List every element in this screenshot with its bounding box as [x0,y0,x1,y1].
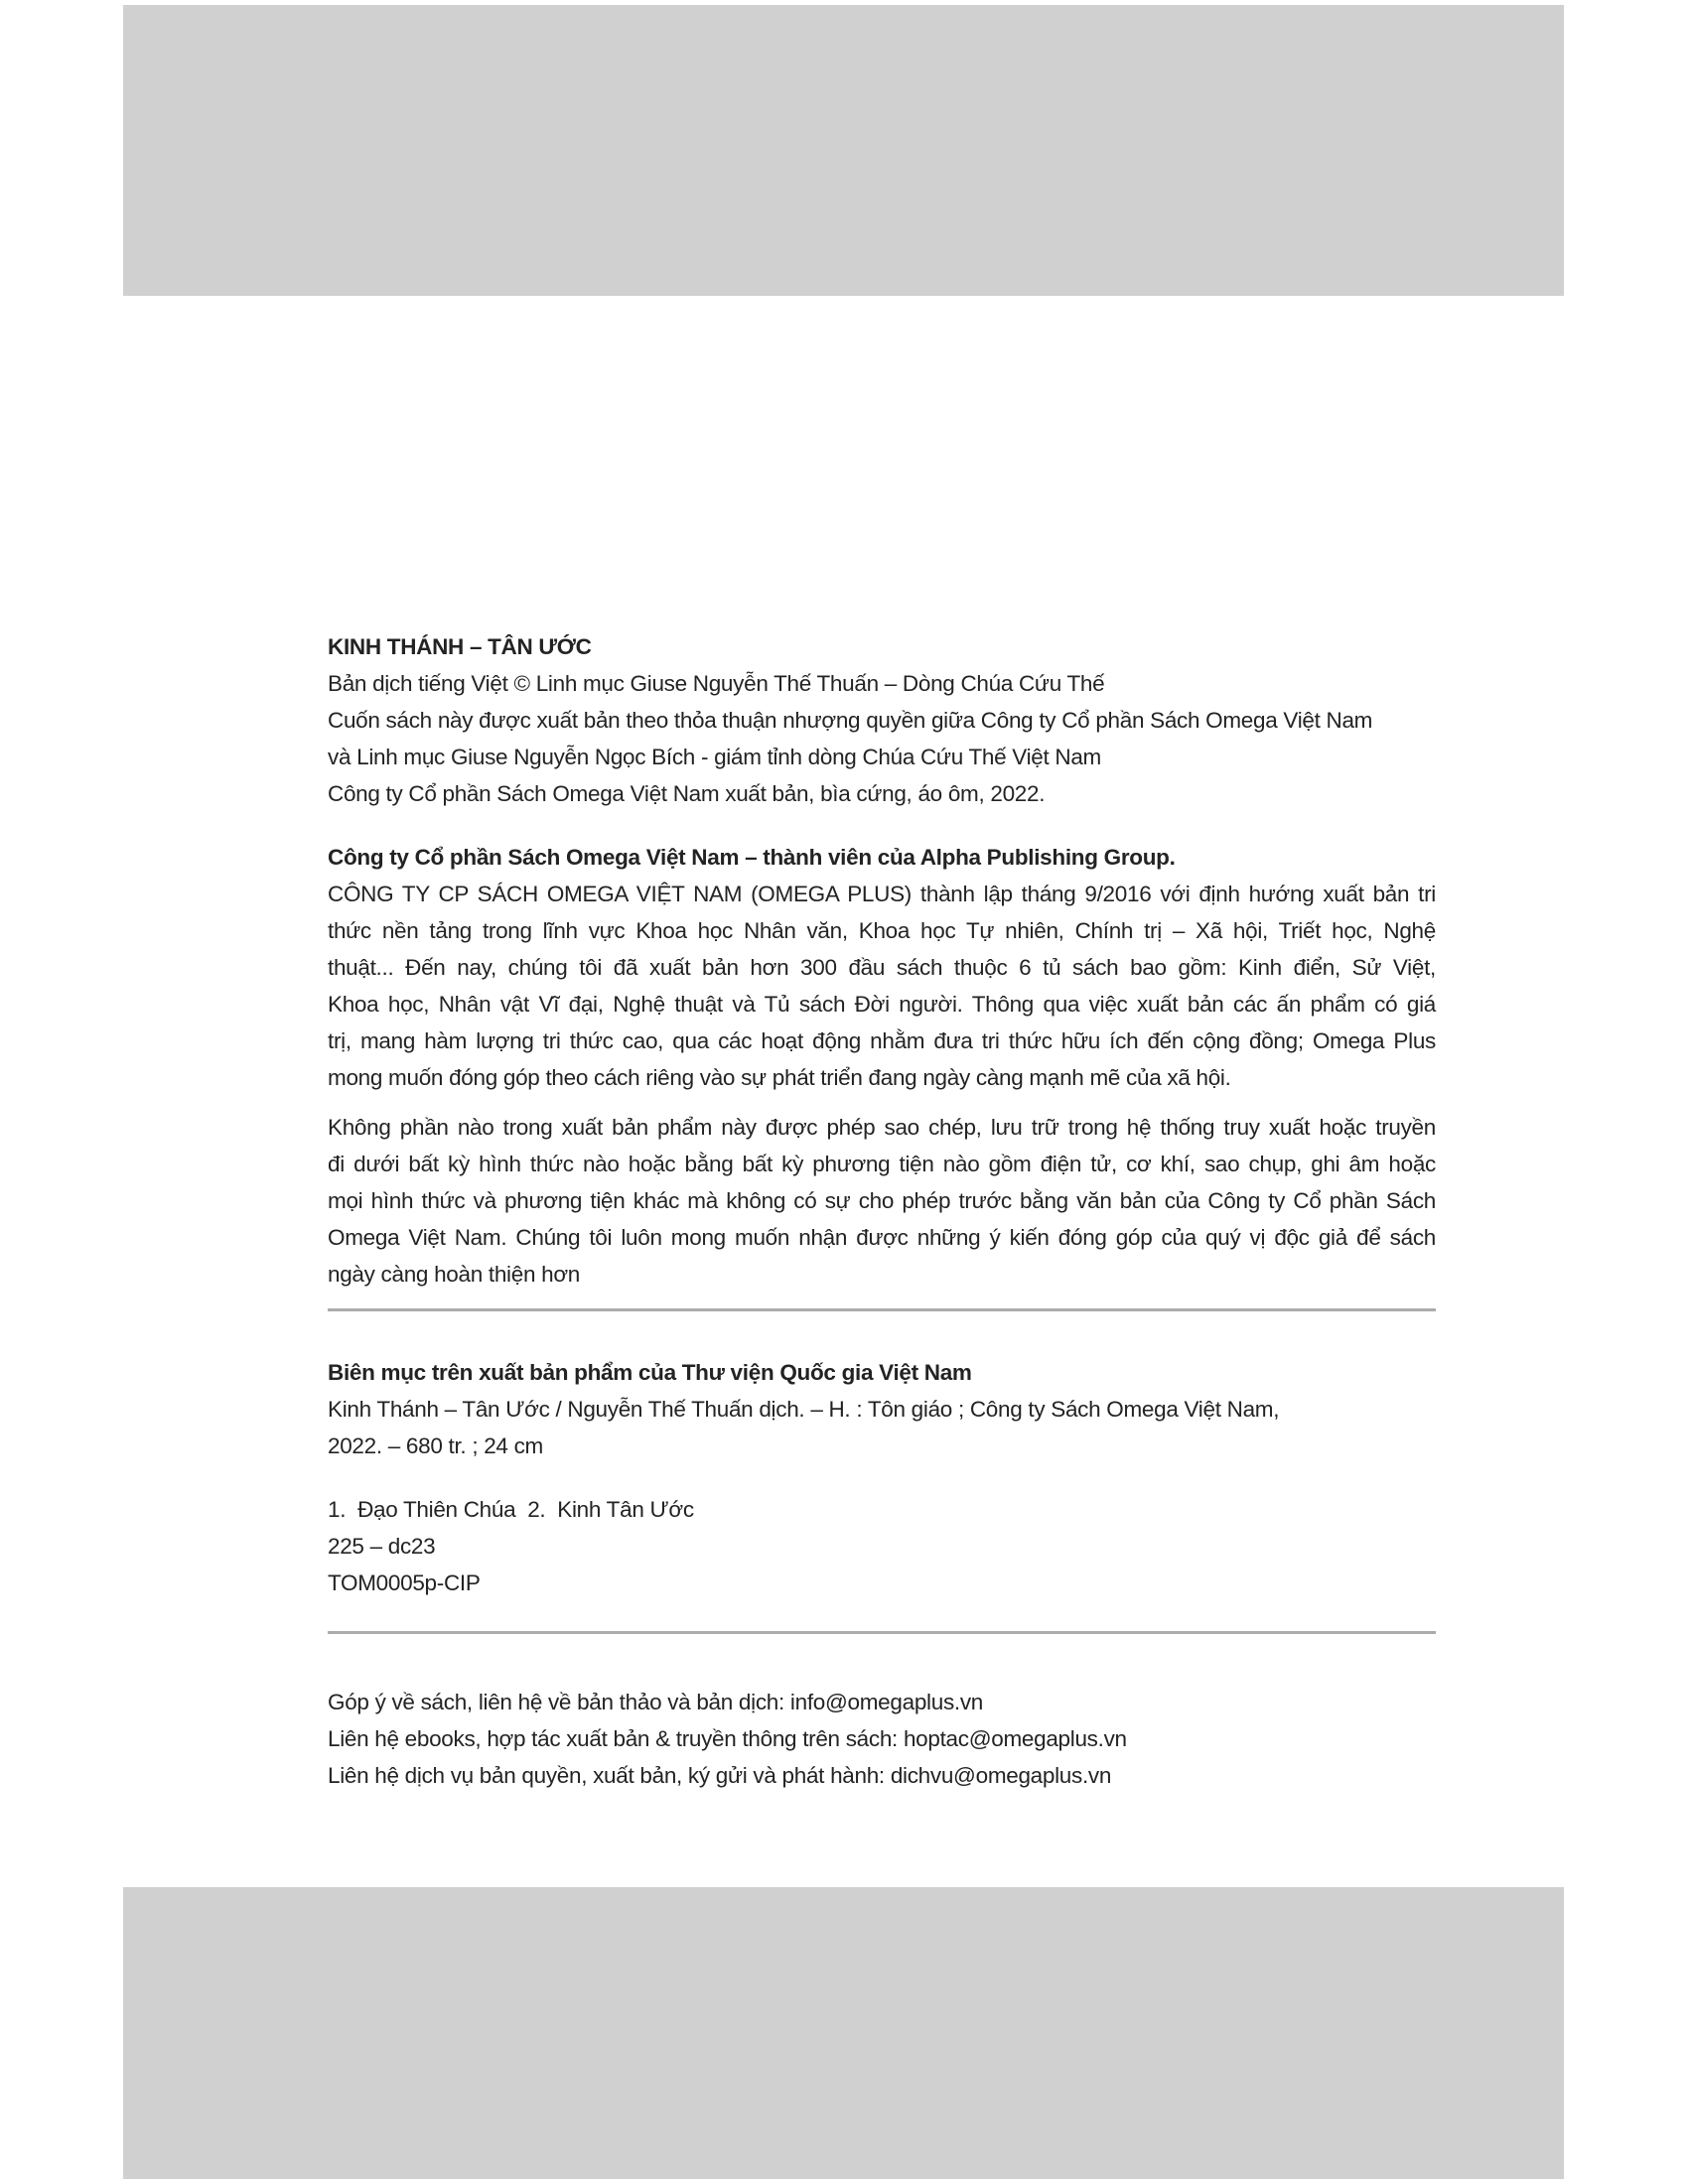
cip-classification-block [328,1491,1436,1601]
cip-code-line: TOM0005p-CIP [328,1570,481,1595]
top-image-placeholder [123,5,1564,296]
cip-ddc-line: 225 – dc23 [328,1534,436,1559]
copyright-line: Công ty Cổ phần Sách Omega Việt Nam xuất bản, bìa cứng, áo ôm, 2022. [328,781,1046,806]
cip-subjects-line: 1. Đạo Thiên Chúa 2. Kinh Tân Ước [328,1497,694,1522]
rights-block [328,1109,1436,1293]
divider [328,1631,1436,1634]
rights-paragraph-line: mọi hình thức và phương tiện khác mà không có sự cho phép trước bằng văn bản của Công ty Cổ phần Sách [328,1188,1436,1213]
rights-paragraph-line: Không phần nào trong xuất bản phẩm này được phép sao chép, lưu trữ trong hệ thống truy xuất hoặc truyền [328,1115,1436,1140]
cip-heading: Biên mục trên xuất bản phẩm của Thư viện Quốc gia Việt Nam [328,1360,972,1385]
contact-line: Liên hệ dịch vụ bản quyền, xuất bản, ký gửi và phát hành: dichvu@omegaplus.vn [328,1763,1112,1788]
publisher-paragraph-line: thức nền tảng trong lĩnh vực Khoa học Nhân văn, Khoa học Tự nhiên, Chính trị – Xã hội, Triết học, Nghệ [328,918,1436,943]
publisher-block [328,839,1436,1096]
contact-line: Liên hệ ebooks, hợp tác xuất bản & truyền thông trên sách: hoptac@omegaplus.vn [328,1726,1127,1751]
publisher-paragraph-line: CÔNG TY CP SÁCH OMEGA VIỆT NAM (OMEGA PLUS) thành lập tháng 9/2016 với định hướng xuất bản tri [328,882,1436,906]
rights-paragraph-line: ngày càng hoàn thiện hơn [328,1262,581,1287]
cip-entry-line: Kinh Thánh – Tân Ước / Nguyễn Thế Thuấn dịch. – H. : Tôn giáo ; Công ty Sách Omega Việt Nam, [328,1397,1280,1422]
publisher-paragraph-line: mong muốn đóng góp theo cách riêng vào sự phát triển đang ngày càng mạnh mẽ của xã hội. [328,1065,1231,1090]
copyright-line: Bản dịch tiếng Việt © Linh mục Giuse Nguyễn Thế Thuấn – Dòng Chúa Cứu Thế [328,671,1105,696]
copyright-block [328,628,1436,812]
contact-line: Góp ý về sách, liên hệ về bản thảo và bản dịch: info@omegaplus.vn [328,1690,984,1714]
divider [328,1308,1436,1311]
publisher-paragraph-line: trị, mang hàm lượng tri thức cao, qua các hoạt động nhằm đưa tri thức hữu ích đến cộng đồng; Omega Plus [328,1028,1436,1053]
rights-paragraph-line: đi dưới bất kỳ hình thức nào hoặc bằng bất kỳ phương tiện nào gồm điện tử, cơ khí, sao chụp, ghi âm hoặc [328,1152,1436,1176]
rights-paragraph-line: Omega Việt Nam. Chúng tôi luôn mong muốn nhận được những ý kiến đóng góp của quý vị độc giả để sách [328,1225,1436,1250]
publisher-paragraph-line: Khoa học, Nhân vật Vĩ đại, Nghệ thuật và Tủ sách Đời người. Thông qua việc xuất bản các ấn phẩm có giá [328,992,1436,1017]
bottom-image-placeholder [123,1887,1564,2179]
publisher-heading: Công ty Cổ phần Sách Omega Việt Nam – thành viên của Alpha Publishing Group. [328,845,1176,870]
cip-block [328,1354,1436,1464]
publisher-paragraph-line: thuật... Đến nay, chúng tôi đã xuất bản hơn 300 đầu sách thuộc 6 tủ sách bao gồm: Kinh điển, Sử Việt, [328,955,1436,980]
book-title: KINH THÁNH – TÂN ƯỚC [328,634,592,659]
copyright-line: và Linh mục Giuse Nguyễn Ngọc Bích - giám tỉnh dòng Chúa Cứu Thế Việt Nam [328,745,1101,769]
contacts-block [328,1684,1436,1794]
copyright-line: Cuốn sách này được xuất bản theo thỏa thuận nhượng quyền giữa Công ty Cổ phần Sách Omega Việt Nam [328,708,1373,733]
cip-entry-line: 2022. – 680 tr. ; 24 cm [328,1433,543,1458]
